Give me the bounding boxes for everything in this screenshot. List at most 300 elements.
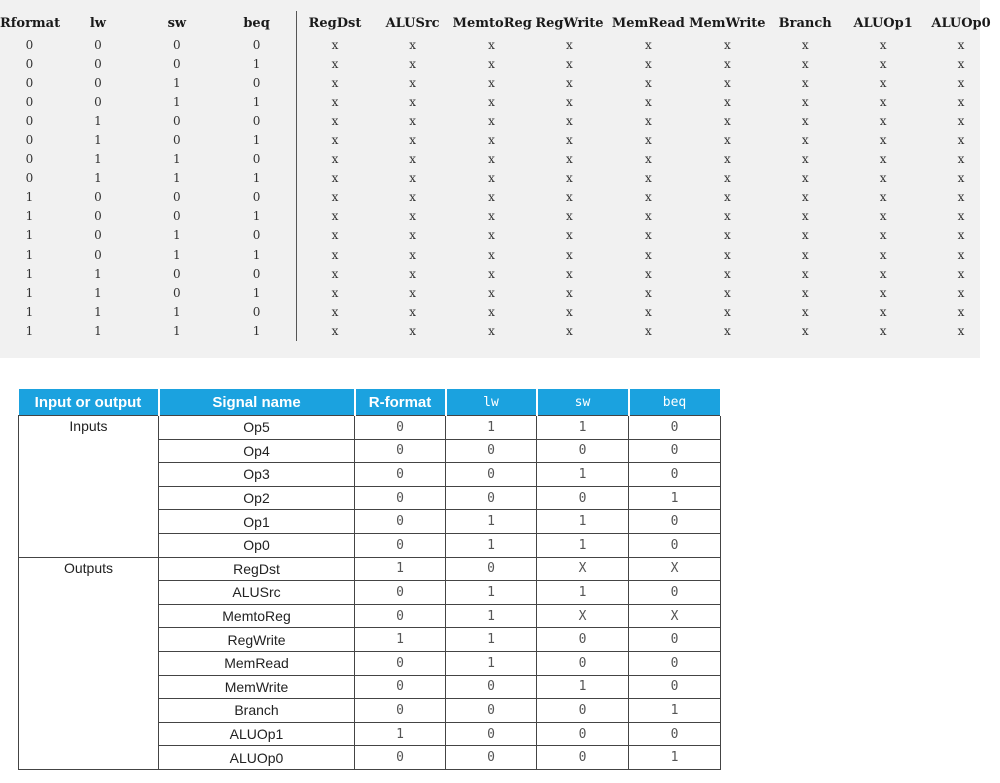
signal-value-cell: 0: [355, 699, 446, 723]
truth-cell: 0: [173, 133, 181, 148]
truth-cell: 1: [173, 228, 181, 243]
truth-cell: 1: [94, 285, 102, 300]
truth-cell: x: [488, 56, 495, 71]
truth-cell: x: [645, 304, 652, 319]
truth-cell: x: [645, 133, 652, 148]
signal-value-cell: 0: [355, 675, 446, 699]
truth-cell: 1: [94, 266, 102, 281]
truth-cell: x: [488, 285, 495, 300]
truth-cell: 0: [173, 266, 181, 281]
truth-cell: 0: [173, 113, 181, 128]
truth-cell: x: [297, 245, 373, 264]
truth-cell: x: [488, 37, 495, 52]
truth-cell: x: [957, 94, 965, 109]
truth-cell: x: [409, 56, 416, 71]
truth-cell: x: [645, 152, 652, 167]
truth-cell: x: [801, 152, 809, 167]
control-header-cell: lw: [446, 389, 537, 416]
truth-cell: x: [297, 264, 373, 283]
truth-header-cell: lw: [89, 15, 106, 31]
signal-value-cell: 1: [355, 722, 446, 746]
signal-name-cell: ALUSrc: [159, 581, 355, 605]
truth-cell: 1: [252, 56, 261, 71]
truth-table-panel: [0, 0, 991, 358]
truth-cell: 1: [25, 285, 34, 300]
truth-cell: x: [409, 304, 416, 319]
signal-name-cell: Op2: [159, 486, 355, 510]
truth-cell: x: [297, 207, 373, 226]
truth-cell: x: [879, 94, 887, 109]
truth-cell: x: [957, 304, 965, 319]
truth-cell: 0: [173, 56, 181, 71]
truth-cell: 1: [252, 323, 261, 338]
truth-table-row: [0, 264, 1000, 283]
truth-cell: x: [801, 37, 809, 52]
truth-cell: x: [957, 56, 965, 71]
truth-cell: x: [297, 73, 373, 92]
signal-value-cell: 0: [355, 533, 446, 557]
signal-value-cell: 0: [629, 581, 721, 605]
truth-table-body: [0, 35, 1000, 341]
truth-table-row: [0, 169, 1000, 188]
truth-cell: x: [488, 75, 495, 90]
truth-cell: x: [645, 190, 652, 205]
truth-cell: x: [645, 209, 652, 224]
truth-cell: x: [645, 285, 652, 300]
truth-cell: x: [409, 37, 416, 52]
truth-header-cell: beq: [243, 15, 270, 31]
truth-cell: x: [488, 266, 495, 281]
signal-name-cell: RegWrite: [159, 628, 355, 652]
truth-cell: 1: [94, 171, 102, 186]
truth-cell: x: [297, 92, 373, 111]
truth-cell: x: [879, 56, 887, 71]
signal-value-cell: 1: [537, 463, 629, 487]
group-label-cell: Outputs: [19, 557, 159, 769]
truth-cell: x: [723, 190, 731, 205]
truth-cell: x: [566, 113, 573, 128]
truth-cell: x: [801, 190, 809, 205]
truth-cell: 0: [94, 190, 102, 205]
truth-cell: 0: [94, 37, 102, 52]
truth-cell: x: [488, 228, 495, 243]
truth-cell: 0: [252, 304, 261, 319]
signal-value-cell: 0: [355, 510, 446, 534]
signal-name-cell: MemRead: [159, 651, 355, 675]
signal-value-cell: 0: [537, 746, 629, 770]
truth-cell: 0: [252, 152, 261, 167]
truth-cell: x: [297, 54, 373, 73]
truth-cell: x: [801, 56, 809, 71]
truth-table-row: [0, 188, 1000, 207]
signal-value-cell: 0: [446, 746, 537, 770]
truth-cell: 0: [94, 247, 102, 262]
signal-value-cell: X: [629, 557, 721, 581]
truth-cell: x: [723, 133, 731, 148]
truth-cell: x: [957, 323, 965, 338]
truth-table-row: [0, 283, 1000, 302]
truth-cell: x: [723, 171, 731, 186]
truth-cell: x: [723, 228, 731, 243]
truth-cell: 1: [173, 152, 181, 167]
truth-cell: 0: [173, 285, 181, 300]
truth-cell: x: [566, 190, 573, 205]
truth-cell: x: [488, 247, 495, 262]
truth-cell: x: [723, 75, 731, 90]
truth-header-cell: RegWrite: [535, 15, 604, 31]
truth-cell: x: [297, 283, 373, 302]
truth-cell: x: [566, 266, 573, 281]
truth-cell: x: [879, 247, 887, 262]
signal-value-cell: 1: [537, 416, 629, 440]
truth-cell: x: [879, 75, 887, 90]
signal-name-cell: ALUOp1: [159, 722, 355, 746]
truth-cell: x: [297, 169, 373, 188]
truth-header-cell: Rformat: [0, 15, 61, 31]
signal-value-cell: 0: [355, 581, 446, 605]
truth-cell: x: [566, 152, 573, 167]
truth-cell: 0: [173, 190, 181, 205]
truth-cell: 0: [173, 37, 181, 52]
signal-name-cell: Op5: [159, 416, 355, 440]
truth-cell: x: [409, 133, 416, 148]
signal-value-cell: 1: [629, 699, 721, 723]
signal-value-cell: 0: [355, 486, 446, 510]
signal-value-cell: X: [629, 604, 721, 628]
signal-value-cell: 0: [446, 699, 537, 723]
signal-value-cell: 0: [446, 439, 537, 463]
truth-table-row: [0, 321, 1000, 340]
truth-cell: x: [957, 133, 965, 148]
truth-table-row: [0, 226, 1000, 245]
signal-name-cell: Op1: [159, 510, 355, 534]
truth-cell: x: [879, 266, 887, 281]
truth-cell: x: [488, 113, 495, 128]
signal-name-cell: Branch: [159, 699, 355, 723]
truth-cell: 0: [94, 75, 102, 90]
truth-cell: x: [409, 323, 416, 338]
signal-value-cell: 0: [446, 486, 537, 510]
truth-cell: 1: [25, 304, 34, 319]
signal-value-cell: 0: [629, 439, 721, 463]
signal-name-cell: MemWrite: [159, 675, 355, 699]
truth-cell: x: [801, 94, 809, 109]
truth-cell: x: [723, 94, 731, 109]
truth-cell: x: [488, 152, 495, 167]
truth-cell: x: [879, 209, 887, 224]
control-header-cell: sw: [537, 389, 629, 416]
truth-cell: x: [723, 323, 731, 338]
truth-cell: 1: [94, 133, 102, 148]
truth-cell: x: [879, 152, 887, 167]
truth-cell: x: [566, 75, 573, 90]
truth-cell: x: [297, 150, 373, 169]
signal-value-cell: X: [537, 557, 629, 581]
truth-cell: 1: [173, 75, 181, 90]
signal-name-cell: Op4: [159, 439, 355, 463]
signal-value-cell: 1: [537, 675, 629, 699]
truth-cell: 1: [94, 323, 102, 338]
signal-name-cell: Op0: [159, 533, 355, 557]
signal-value-cell: 1: [537, 510, 629, 534]
truth-cell: 1: [173, 247, 181, 262]
signal-value-cell: 1: [355, 628, 446, 652]
truth-cell: x: [566, 37, 573, 52]
truth-cell: x: [566, 209, 573, 224]
signal-value-cell: 0: [629, 722, 721, 746]
signal-value-cell: 1: [446, 581, 537, 605]
truth-cell: x: [488, 190, 495, 205]
truth-cell: 0: [25, 94, 34, 109]
truth-cell: x: [645, 247, 652, 262]
truth-cell: x: [723, 304, 731, 319]
truth-cell: x: [297, 321, 373, 340]
truth-cell: 0: [25, 171, 34, 186]
truth-cell: x: [957, 209, 965, 224]
truth-cell: 1: [252, 94, 261, 109]
truth-cell: x: [645, 56, 652, 71]
truth-cell: x: [409, 113, 416, 128]
truth-cell: x: [297, 111, 373, 130]
truth-cell: x: [723, 247, 731, 262]
signal-value-cell: 1: [446, 651, 537, 675]
truth-cell: x: [801, 266, 809, 281]
truth-cell: x: [566, 247, 573, 262]
truth-cell: 0: [25, 56, 34, 71]
truth-cell: x: [409, 247, 416, 262]
truth-cell: 1: [25, 266, 34, 281]
truth-cell: x: [801, 171, 809, 186]
truth-cell: 1: [25, 228, 34, 243]
truth-table-row: [0, 150, 1000, 169]
truth-table-row: [0, 92, 1000, 111]
truth-cell: x: [957, 113, 965, 128]
signal-value-cell: 0: [355, 604, 446, 628]
signal-value-cell: 1: [446, 533, 537, 557]
signal-value-cell: 0: [537, 651, 629, 675]
truth-cell: 1: [94, 304, 102, 319]
truth-cell: x: [645, 75, 652, 90]
truth-cell: x: [297, 35, 373, 54]
truth-cell: x: [645, 113, 652, 128]
truth-cell: x: [879, 304, 887, 319]
signal-value-cell: 1: [629, 486, 721, 510]
signal-value-cell: 1: [355, 557, 446, 581]
truth-cell: x: [879, 133, 887, 148]
truth-cell: x: [488, 171, 495, 186]
truth-cell: x: [645, 266, 652, 281]
truth-cell: x: [297, 188, 373, 207]
signal-value-cell: 0: [446, 557, 537, 581]
truth-cell: x: [957, 285, 965, 300]
truth-cell: 1: [173, 171, 181, 186]
control-header-cell: Signal name: [159, 389, 355, 416]
truth-table-row: [0, 207, 1000, 226]
truth-table-row: [0, 54, 1000, 73]
truth-cell: x: [723, 266, 731, 281]
truth-cell: x: [957, 171, 965, 186]
control-table-row: [19, 557, 721, 581]
truth-cell: x: [801, 228, 809, 243]
truth-header-cell: ALUOp1: [853, 15, 913, 31]
truth-cell: 0: [94, 56, 102, 71]
truth-cell: 0: [25, 152, 34, 167]
truth-cell: x: [723, 285, 731, 300]
truth-cell: x: [409, 266, 416, 281]
truth-cell: x: [566, 171, 573, 186]
truth-cell: x: [488, 94, 495, 109]
truth-cell: x: [879, 323, 887, 338]
signal-value-cell: 0: [629, 416, 721, 440]
control-table-header-row: [19, 389, 721, 416]
truth-table: [0, 11, 1000, 341]
truth-cell: x: [879, 37, 887, 52]
signal-name-cell: MemtoReg: [159, 604, 355, 628]
truth-cell: x: [409, 209, 416, 224]
truth-table-row: [0, 302, 1000, 321]
control-header-cell: R-format: [355, 389, 446, 416]
truth-cell: x: [297, 302, 373, 321]
signal-name-cell: RegDst: [159, 557, 355, 581]
truth-cell: x: [723, 152, 731, 167]
truth-cell: 1: [173, 94, 181, 109]
truth-cell: 0: [252, 113, 261, 128]
truth-cell: x: [566, 323, 573, 338]
truth-cell: x: [488, 133, 495, 148]
truth-cell: x: [566, 94, 573, 109]
truth-cell: 1: [252, 133, 261, 148]
truth-cell: x: [879, 171, 887, 186]
truth-cell: x: [957, 266, 965, 281]
truth-cell: x: [297, 226, 373, 245]
truth-cell: 0: [94, 228, 102, 243]
signal-value-cell: 1: [446, 628, 537, 652]
truth-header-cell: ALUSrc: [385, 15, 440, 31]
truth-table-row: [0, 245, 1000, 264]
truth-cell: x: [879, 285, 887, 300]
truth-header-cell: MemtoReg: [452, 15, 532, 31]
truth-cell: 0: [252, 228, 261, 243]
signal-value-cell: 0: [537, 486, 629, 510]
control-header-cell: beq: [629, 389, 721, 416]
truth-cell: x: [297, 130, 373, 149]
truth-cell: 1: [25, 247, 34, 262]
signal-value-cell: 0: [446, 463, 537, 487]
truth-cell: x: [645, 94, 652, 109]
signal-value-cell: 0: [355, 746, 446, 770]
truth-cell: 1: [94, 152, 102, 167]
truth-cell: x: [645, 171, 652, 186]
truth-header-cell: ALUOp0: [931, 15, 991, 31]
signal-value-cell: 0: [537, 628, 629, 652]
truth-cell: 0: [25, 75, 34, 90]
truth-cell: x: [801, 323, 809, 338]
signal-name-cell: ALUOp0: [159, 746, 355, 770]
signal-value-cell: 0: [537, 439, 629, 463]
signal-value-cell: 0: [355, 439, 446, 463]
truth-cell: x: [801, 304, 809, 319]
truth-cell: x: [409, 94, 416, 109]
truth-cell: 1: [252, 171, 261, 186]
truth-cell: x: [957, 190, 965, 205]
truth-cell: x: [879, 228, 887, 243]
truth-cell: 0: [25, 133, 34, 148]
signal-value-cell: 1: [446, 604, 537, 628]
truth-cell: x: [723, 56, 731, 71]
truth-cell: 1: [252, 285, 261, 300]
truth-cell: 0: [252, 266, 261, 281]
truth-cell: 0: [252, 75, 261, 90]
truth-cell: x: [879, 190, 887, 205]
truth-cell: 1: [25, 209, 34, 224]
truth-cell: x: [879, 113, 887, 128]
truth-cell: 1: [173, 304, 181, 319]
truth-cell: x: [409, 190, 416, 205]
truth-cell: x: [409, 285, 416, 300]
truth-cell: 0: [252, 190, 261, 205]
signal-value-cell: 1: [629, 746, 721, 770]
truth-cell: x: [409, 171, 416, 186]
signal-value-cell: 0: [537, 722, 629, 746]
truth-cell: x: [723, 113, 731, 128]
truth-cell: x: [801, 285, 809, 300]
truth-cell: x: [801, 133, 809, 148]
truth-cell: x: [645, 37, 652, 52]
truth-cell: x: [566, 304, 573, 319]
signal-value-cell: 0: [629, 510, 721, 534]
signal-value-cell: 1: [446, 510, 537, 534]
truth-header-cell: Branch: [778, 15, 832, 31]
control-header-cell: Input or output: [19, 389, 159, 416]
truth-cell: x: [957, 228, 965, 243]
signal-value-cell: 0: [446, 675, 537, 699]
truth-header-cell: RegDst: [297, 11, 373, 35]
signal-value-cell: 0: [355, 416, 446, 440]
truth-cell: x: [488, 323, 495, 338]
truth-cell: x: [723, 37, 731, 52]
signal-value-cell: 0: [355, 463, 446, 487]
signal-value-cell: 0: [629, 651, 721, 675]
signal-value-cell: 0: [629, 533, 721, 557]
signal-value-cell: 1: [537, 581, 629, 605]
truth-table-row: [0, 130, 1000, 149]
truth-cell: 0: [25, 37, 34, 52]
signal-name-cell: Op3: [159, 463, 355, 487]
truth-header-cell: MemWrite: [689, 15, 766, 31]
truth-cell: x: [723, 209, 731, 224]
truth-header-cell: sw: [167, 15, 187, 31]
truth-cell: 1: [252, 247, 261, 262]
truth-cell: x: [801, 247, 809, 262]
truth-cell: x: [957, 152, 965, 167]
truth-cell: 1: [25, 323, 34, 338]
truth-cell: x: [801, 75, 809, 90]
truth-header-cell: MemRead: [611, 15, 685, 31]
signal-value-cell: 0: [629, 463, 721, 487]
truth-cell: x: [801, 113, 809, 128]
truth-cell: x: [409, 228, 416, 243]
truth-cell: x: [801, 209, 809, 224]
truth-cell: x: [488, 209, 495, 224]
truth-cell: x: [566, 56, 573, 71]
truth-cell: 0: [94, 94, 102, 109]
truth-cell: 1: [252, 209, 261, 224]
signal-value-cell: 0: [629, 628, 721, 652]
truth-table-row: [0, 73, 1000, 92]
signal-value-cell: 0: [629, 675, 721, 699]
truth-table-row: [0, 35, 1000, 54]
truth-cell: 1: [173, 323, 181, 338]
